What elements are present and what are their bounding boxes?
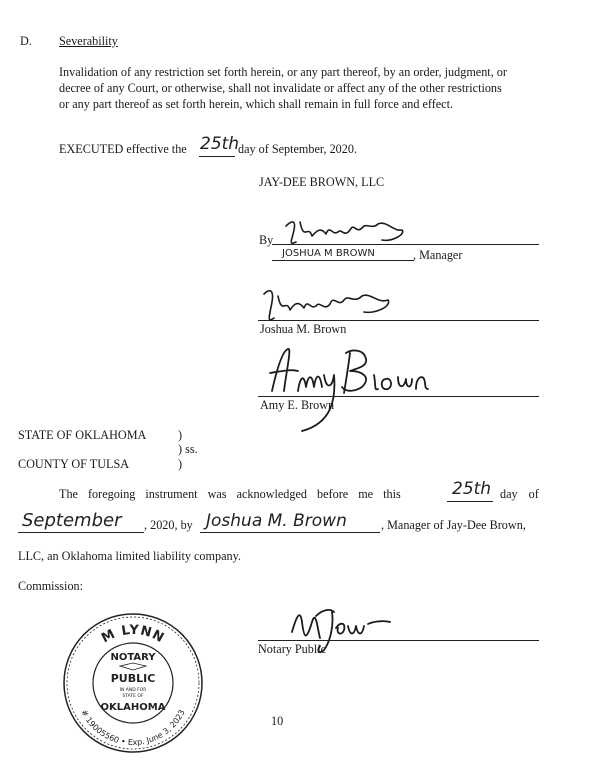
printed-name-handwritten: JOSHUA M BROWN — [282, 248, 375, 259]
ack-day-underline — [447, 501, 493, 502]
executed-day-handwritten: 25th — [200, 134, 240, 154]
manager-title: , Manager — [413, 248, 463, 262]
ack-line1-text: The foregoing instrument was acknowledged before me this — [59, 487, 401, 501]
seal-bottom-text: # 19005560 • Exp. June 3, 2023 — [79, 708, 187, 748]
page-number: 10 — [271, 714, 284, 728]
paragraph-line: or any part thereof as set forth herein, which shall remain in full force and effect. — [59, 97, 454, 111]
seal-in-and-for-text: IN AND FOR — [119, 688, 147, 693]
venue-state: STATE OF OKLAHOMA — [18, 428, 147, 442]
ack-year-by: , 2020, by — [144, 518, 193, 532]
section-heading: Severability — [59, 34, 118, 48]
seal-state-of-text: STATE OF — [122, 694, 144, 699]
signature-line-amy — [258, 396, 539, 397]
seal-notary-text: NOTARY — [110, 652, 156, 663]
ack-manager-of: , Manager of Jay-Dee Brown, — [381, 518, 526, 532]
seal-oklahoma-text: OKLAHOMA — [100, 702, 166, 713]
section-letter: D. — [20, 34, 32, 48]
seal-emblem-icon — [120, 663, 146, 670]
seal-top-text: M LYNN — [99, 622, 168, 647]
by-label: By — [259, 233, 274, 247]
ack-month-handwritten: September — [22, 510, 122, 531]
paragraph-line: decree of any Court, or otherwise, shall not invalidate or affect any of the other restrictions — [59, 81, 502, 95]
ack-day-of: day of — [500, 487, 539, 501]
venue-paren: ) — [178, 428, 183, 442]
amy-signature — [262, 343, 432, 435]
ack-month-underline — [18, 532, 144, 533]
signature-line-joshua — [258, 320, 539, 321]
signatory-amy: Amy E. Brown — [260, 398, 335, 412]
company-name: JAY-DEE BROWN, LLC — [259, 175, 385, 189]
ack-day-handwritten: 25th — [452, 479, 492, 499]
executed-prefix: EXECUTED effective the — [59, 142, 187, 156]
signature-line-manager — [272, 244, 539, 245]
seal-public-text: PUBLIC — [110, 672, 156, 685]
ack-name-handwritten: Joshua M. Brown — [206, 511, 347, 531]
manager-signature — [282, 212, 412, 252]
executed-suffix: day of September, 2020. — [238, 142, 357, 156]
commission-label: Commission: — [18, 579, 84, 593]
printed-name-underline — [272, 260, 414, 261]
paragraph-line: Invalidation of any restriction set forth herein, or any part thereof, by an order, judgment, or — [59, 65, 507, 79]
notary-signature-line — [258, 640, 539, 641]
venue-county: COUNTY OF TULSA — [18, 457, 130, 471]
ack-name-underline — [200, 532, 380, 533]
ack-line3: LLC, an Oklahoma limited liability company. — [18, 549, 241, 563]
venue-ss: ) ss. — [178, 442, 198, 456]
notary-public-label: Notary Public — [258, 642, 327, 656]
venue-paren: ) — [178, 457, 183, 471]
notary-seal — [62, 612, 204, 754]
executed-day-underline — [199, 156, 235, 157]
signatory-joshua: Joshua M. Brown — [260, 322, 347, 336]
